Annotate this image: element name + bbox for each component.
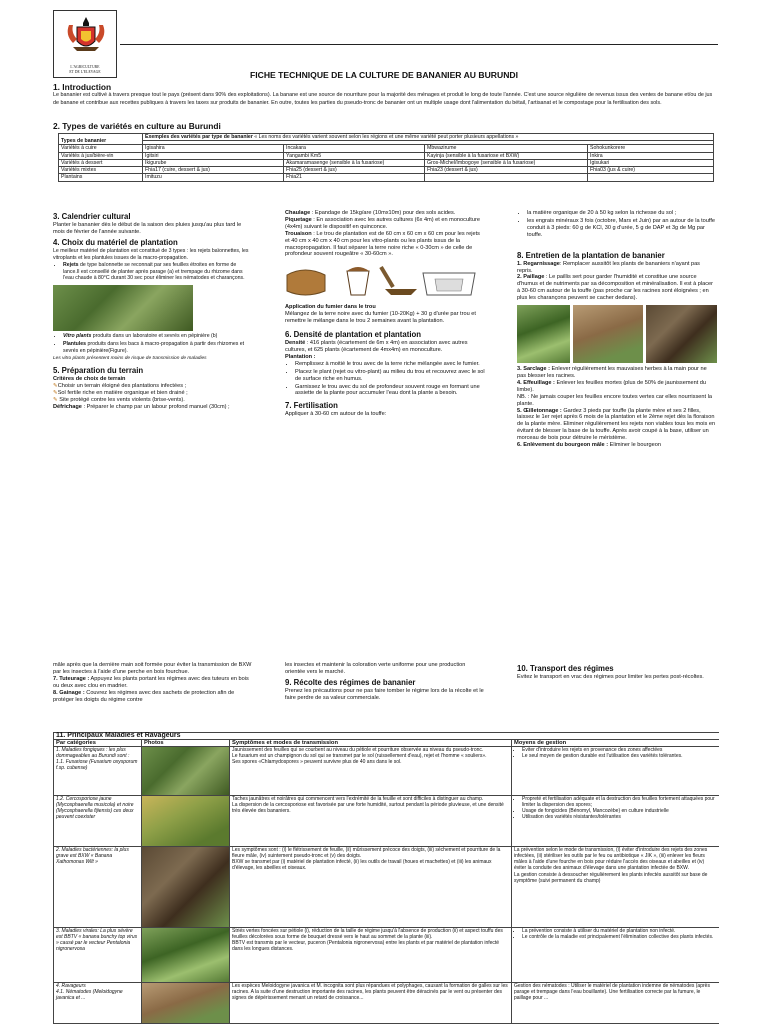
nematodes-photo (142, 983, 230, 1024)
list-item: • Utilisation des variétés résistantes/tolérantes (522, 814, 717, 820)
criteria-heading: Critères de choix de terrain (53, 376, 126, 383)
vitro-note: Les vitro plants présentent moins de risque de transmission de maladies (53, 356, 207, 362)
ministry-logo (53, 10, 117, 78)
tick-icon: ✎ (53, 396, 58, 403)
effeuillage-text: 4. Effeuillage : Enlever les feuilles mortes (plus de 50% de jaunissement du limbe). (517, 379, 707, 393)
cercosporiose-photo (142, 796, 230, 847)
fert-text: Appliquer à 30-60 cm autour de la touffe: (285, 411, 387, 418)
header-rule (120, 44, 718, 45)
fumier-heading: Application du fumier dans le trou (285, 304, 376, 311)
mulching-photo-1 (517, 305, 570, 363)
table-row: Variétés à dessert Ikigurube Akamaramasenge (sensible à la fusariose) Gros-Michel/Imbogoye (sensible à la fusariose) Igisukari (59, 159, 714, 166)
table-row: Variétés mixtes Fhia17 (cuire, dessert & jus) Fhia25 (dessert & jus) Fhia23 (dessert & jus) Fhia03 (jus & cuire) (59, 167, 714, 174)
calendar-heading: 3. Calendrier cultural (53, 212, 131, 221)
list-item: • Garnissez le trou avec du sol de profondeur souvent rouge en formant une assiette de la plante pour accumuler l'eau dont la plante a besoin. (295, 384, 485, 398)
intro-text: Le bananier est cultivé à travers presque tout le pays (présent dans 90% des exploitations). La banane est une source de nourriture pour la majorité des ménages et produit le long de toute l'année. C'est une source régulière de revenus issus des ventes de banane et/ou de jus de banane et contribue aux recettes publiques à travers les taxes sur produits de bananier. En outre, toutes les parties du pseudo-tronc de bananier ont un multiple usage dont l'alimentation du bétail, l'artisanat et le compostage pour la fertilisation des sols. (53, 92, 713, 106)
list-item: • Usage de fongicides (Bénomyl, Mancozèbe) en culture industrielle (522, 808, 717, 814)
col-header-means: Moyens de gestion (512, 740, 720, 747)
list-item: • Remplissez à moitié le trou avec de la terre riche mélangée avec le fumier. (295, 361, 485, 368)
logo-caption-line1: L'AGRICULTURE (70, 65, 100, 70)
table-row: Variétés à jus/bière-vin Igitsiri Yangambi Km5 Kayinja (sensible à la fusariose et BXW) Inkira (59, 152, 714, 159)
material-heading: 4. Choix du matériel de plantation (53, 237, 178, 247)
table-row: Plantains Imituzu Fhia21 (59, 174, 714, 181)
density-text: Densité : 416 plants (écartement de 6m x 4m) en association avec autres cultures, et 625 plants (écartement de 4mx4m) en monoculture. (285, 340, 468, 353)
banana-plant-photo (53, 285, 193, 331)
fert-heading: 7. Fertilisation (285, 401, 338, 411)
list-item: • Eviter d'introduire les rejets en provenance des zones affectées (522, 747, 717, 753)
table-row: 4. Ravageurs 4.1. Nématodes (Meloidogyne javanica et ... Les espèces Meloidogyne javanica et M. incognita sont plus répandues et polyphages, causant la formation de galles sur les racines. A la suite d'une destruction importante des racines, les plants peuvent être déracinés par le vent ou présenter des signes de dépérissement menant un retard de croissance... Gestion des nématodes : Utiliser le matériel de plantation indemne de nématodes (après parage et trempage dans l'eau bouillante). Une fertilisation correcte par la fumure, le paillage pour ... (54, 983, 720, 1024)
plantation-label: Plantation : (285, 353, 316, 360)
table-row: 3. Maladies virales: La plus sévère est BBTV « banana bunchy top virus » causé par le vecteur Pentalonia nigronervosa Striés vertes foncées sur pétiole (i), réduction de la taille de régime jusqu'à l'absence de production (ii) et aspect touffu des feuilles décolorées sous forme de bouquet dressé vers le haut au sommet de la plante (iii). BBTV est transmis par le vecteur, puceron (Pentalonia nigronervosa) entre les plants et par matériel de plantation infecté dans les longues distances. • La prévention consiste à utiliser du matériel de plantation non infecté. • Le contrôle de la maladie est principalement l'élimination collective des plants infectés. (54, 928, 720, 983)
prep-heading: 5. Préparation du terrain (53, 366, 144, 376)
bottom-middle (285, 662, 485, 702)
calendar-text: Planter le bananier dès le début de la saison des pluies jusqu'au plus tard le mois de février de l'année suivante. (53, 222, 242, 235)
oeilletonnage-text: 5. Œilletonnage : Gardez 3 pieds par touffe (la plante mère et ses 2 filles, laissez le 1er rejet après 6 mois de la plantation et le 2ème rejet dès la floraison de la plante mère. Eliminer régulièrement les rejets non viables tous les mois en évitant de blesser la base de la touffe. Après avoir coupé à la base, utiliser un morceau de bois pour détruire le méristème. (517, 407, 716, 442)
table-row: Variétés à cuire Igisahira Incakara Mbwazirume Sohokunkorere (59, 145, 714, 152)
table-row: 1. Maladies fongiques : les plus dommageables au Burundi sont : 1.1. Fusariose (Fusarium oxysporum f.sp. cubense) Jaunissement des feuilles qui se courbent au niveau du pétiole et pourriture observée au niveau du pseudo-tronc. Le fusarium est un champignon du sol qui se transmet par le sol (ruissellement d'eau), rejet et l'homme « souliers». Ses spores «Chlamydospores » peuvent survivre plus de 40 ans dans le sol. • Eviter d'introduire les rejets en provenance des zones affectées • Le seul moyen de gestion durable est l'utilisation des variétés tolérantes. (54, 747, 720, 796)
bbtv-photo (142, 928, 230, 983)
planting-hole-diagram (285, 261, 485, 301)
trouaison-text: Trouaison : Le trou de plantation est de 60 cm x 60 cm x 60 cm pour les rejets et 40 cm x 40 cm x 40 cm pour les vitro-plants ou les plants issus de la macropropagation. Il faut séparer la terre noire riche « 0-30cm » de celle de profondeur souvent rougeâtre « 30-60cm ». (285, 230, 480, 258)
density-heading: 6. Densité de plantation et plantation (285, 330, 422, 340)
list-item: • Placez le plant (rejet ou vitro-plant) au milieu du trou et recouvrez avec le sol de surface riche en humus. (295, 369, 485, 383)
diseases-table (53, 732, 719, 1024)
insects-text: les insectes et maintenir la coloration verte uniforme pour une production orientée vers le marché. (285, 662, 466, 675)
defrichage-text: Défrichage : Préparer le champ par un labour profond manuel (30cm) ; (53, 403, 230, 410)
varieties-header-examples: Exemples des variétés par type de bananier « Les noms des variétés varient souvent selon les régions et une même variété peut porter plusieurs appellations » (143, 134, 714, 141)
nb-text: NB. : Ne jamais couper les feuilles encore toutes vertes car elles nourrissent la plante. (517, 393, 712, 407)
list-item: • La prévention consiste à utiliser du matériel de plantation non infecté. (522, 928, 717, 934)
criteria-item: ✎ Site protégé contre les vents violents (brise-vents). (53, 396, 185, 403)
logo-caption-line2: ET DE L'ELEVAGE (69, 69, 101, 74)
list-item: • les engrais minéraux 3 fois (octobre, Mars et Juin) par an autour de la touffe conduit à 3 pieds: 60 g de KCl, 30 g d'urée, 5 g de DAP et 3g de Mg par touffe. (527, 218, 717, 239)
intro-section (53, 82, 718, 108)
col-header-category: Par catégories (54, 740, 142, 747)
table-row: 1.2. Cercosporiose jaune (Mycosphaerella musicola) et noire (Mycosphaerella fijiensis) ces deux peuvent coexister Taches jaunâtres et noirâtres qui commencent vers l'extrémité de la feuille et sont difficiles à distinguer au champ. La dispersion de la cercosporiose est favorisée par une forte humidité, surtout pendant la période pluvieuse, et une densité très élevée des bananiers. • Propreté et fertilisation adéquate et la destruction des feuilles fortement attaquées pour limiter la dispersion des spores; • Usage de fongicides (Bénomyl, Mancozèbe) en culture industrielle • Utilisation des variétés résistantes/tolérantes (54, 796, 720, 847)
tuteurage-text: 7. Tuteurage : Appuyez les plants portant les régimes avec des tuteurs en bois ou deux avec clou en madrier. (53, 675, 249, 689)
bourgeon-text: 6. Enlèvement du bourgeon mâle : Eliminer le bourgeon (517, 442, 661, 449)
list-item: • la matière organique de 20 à 50 kg selon la richesse du sol ; (527, 210, 717, 217)
list-item: • Rejets de type baïonnette se reconnait par ses feuilles étroites en forme de lance.Il est conseillé de planter après parage (a) et trempage du rhizome dans l'eau chaude à 80°C durant 30 sec pour éliminer les nématodes et charançons. (63, 262, 253, 283)
gainage-text: 8. Gainage : Couvrez les régimes avec des sachets de protection afin de protéger les doigts du régime contre (53, 689, 235, 703)
criteria-item: ✎Sol fertile riche en matière organique et bien drainé ; (53, 389, 188, 396)
bxw-photo (142, 847, 230, 928)
harvest-heading: 9. Récolte des régimes de bananier (285, 677, 416, 687)
varieties-header-type: Types de bananier (59, 134, 143, 145)
column-right (517, 210, 717, 449)
transport-heading: 10. Transport des régimes (517, 664, 614, 673)
paillage-text: 2. Paillage : Le paillis sert pour garder l'humidité et constitue une source d'humus et de nutriments par sa décomposition et minéralisation. Il est à placer à 30-60 cm autour de la touffe (pas proche car les racines sont éloignées ; en plus les charançons peuvent se cacher dedans). (517, 274, 714, 302)
page-title: FICHE TECHNIQUE DE LA CULTURE DE BANANIER AU BURUNDI (250, 70, 518, 80)
bottom-left (53, 662, 253, 703)
mulching-photo-3 (646, 305, 717, 363)
list-item: • Propreté et fertilisation adéquate et la destruction des feuilles fortement attaquées pour limiter la dispersion des spores; (522, 796, 717, 808)
fumier-text: Mélangez de la terre noire avec du fumier (10-20Kg) + 30 g d'urée par trou et remettre le mélange dans le trou 2 semaines avant la plantation. (285, 311, 476, 325)
transport-text: Evitez le transport en vrac des régimes pour limiter les pertes post-récoltes. (517, 674, 704, 680)
tick-icon: ✎ (53, 389, 58, 396)
material-text: Le meilleur matériel de plantation est constitué de 3 types : les rejets baïonnettes, les vitroplants et les plantules issues de la macro-propagation. (53, 247, 249, 261)
intro-heading: 1. Introduction (53, 82, 112, 92)
bottom-right (517, 662, 717, 681)
column-left (53, 210, 253, 411)
diseases-heading: 11. Principaux Maladies et Ravageurs (54, 733, 720, 740)
fusarium-photo (142, 747, 230, 796)
list-item: • Le seul moyen de gestion durable est l'utilisation des variétés tolérantes. (522, 753, 717, 759)
piquetage-text: Piquetage : En association avec les autres cultures (6x 4m) et en monoculture (4x4m) suivant le dispositif en quinconce. (285, 216, 480, 230)
mulching-photo-2 (573, 305, 642, 363)
maint-heading: 8. Entretien de la plantation de bananier (517, 250, 665, 260)
column-middle (285, 210, 485, 418)
col-header-symptoms: Symptômes et modes de transmission (230, 740, 512, 747)
harvest-text: Prenez les précautions pour ne pas faire tomber le régime lors de la récolte et le faire perdre de sa valeur commerciale. (285, 687, 484, 701)
col-header-photos: Photos (142, 740, 230, 747)
varieties-table-wrap (58, 133, 714, 182)
sarclage-text: 3. Sarclage : Enlever régulièrement les mauvaises herbes à la main pour ne pas blesser les racines. (517, 366, 707, 379)
table-row: 2. Maladies bactériennes: la plus grave est BXW « Banana Xathomonas Wilt » Les symptômes sont : (i) le flétrissement de feuille, (ii) mûrissement précoce des doigts, (iii) séchement et pourriture de la fleure mâle, (iv) suintement pseudo-tronc et (v) des doigts. BXW se transmet par (i) matériel de plantation infecté, (ii) les outils de travail (houes et machettes) et (iii) les animaux d'élevage, les abeilles et oiseaux. La prévention selon le mode de transmission, (i) éviter d'introduire des rejets des zones infectées, (ii) stériliser les outils par le feu ou antibiotique « JIK », (iii) enlever les fleurs mâles à l'aide d'une fourche en bois pour réduire l'accès des oiseaux et abeilles et (iv) éviter la conduite des animaux d'élevage dans une plantation infectée de BXW. La gestion consiste à dessoucher régulièrement les plants infectés aussitôt sur base de symptôme (suivi permanent du champ) (54, 847, 720, 928)
list-item: • Plantules produits dans les bacs à macro-propagation à partir des rhizomes et sevrés en pépinière(Figure). (63, 341, 253, 355)
varieties-heading: 2. Types de variétés en culture au Burundi (53, 121, 221, 131)
list-item: • Vitro plants produits dans un laboratoire et sevrés en pépinière (b) (63, 333, 253, 340)
list-item: • Le contrôle de la maladie est principalement l'élimination collective des plants infectés. (522, 934, 717, 940)
varieties-table (58, 133, 714, 182)
chaulage-text: Chaulage : Epandage de 15kg/are (10mx10m) pour des sols acides. (285, 210, 456, 216)
regarnissage-text: 1. Regarnissage: Remplacer aussitôt les plants de bananiers n'ayant pas repris. (517, 260, 700, 274)
varieties-section (53, 121, 718, 131)
tick-icon: ✎ (53, 382, 58, 389)
coat-of-arms-icon (55, 13, 117, 63)
diseases-section (53, 732, 719, 1024)
criteria-item: ✎Choisir un terrain éloigné des plantations infectées ; (53, 382, 187, 389)
male-text: mâle après que la dernière main soit formée pour éviter la transmission de BXW par les insectes à l'aide d'une perche en bois fourchue. (53, 662, 252, 675)
